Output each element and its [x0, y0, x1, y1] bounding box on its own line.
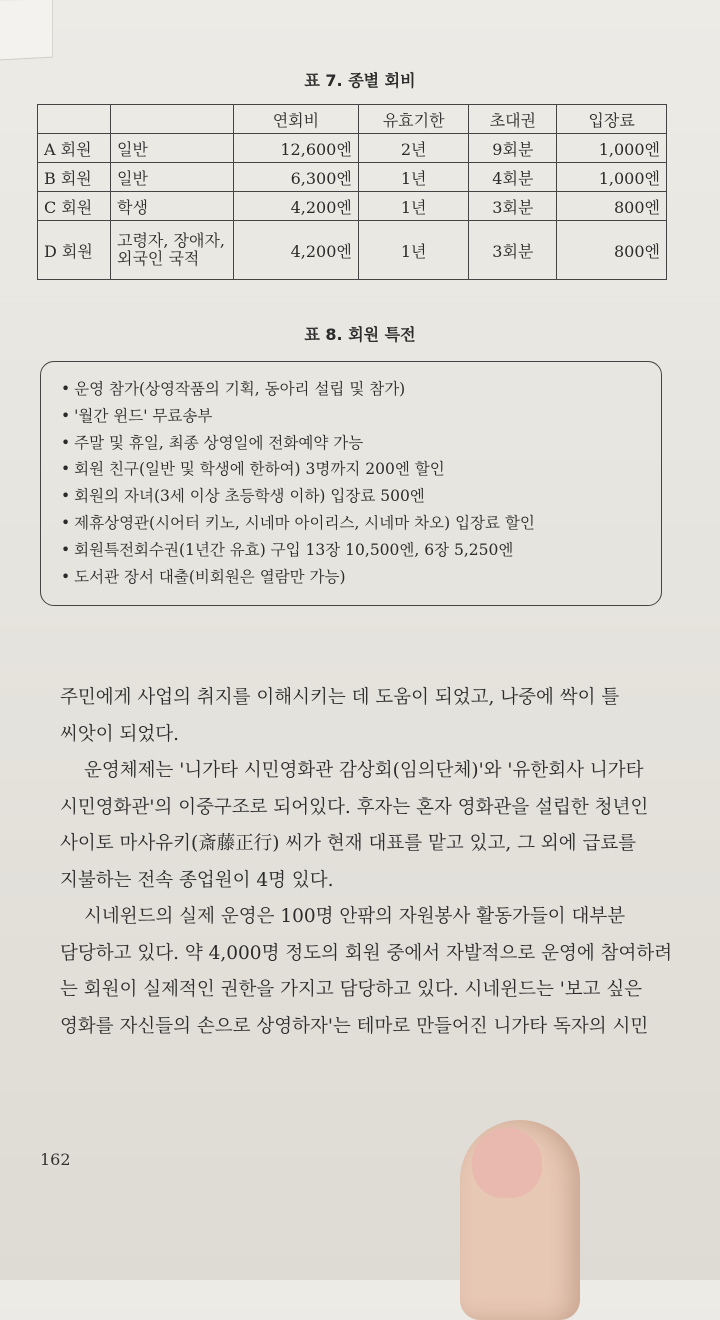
validity: 1년 — [358, 221, 469, 280]
member-type: B 회원 — [38, 163, 111, 192]
list-item: • 회원의 자녀(3세 이상 초등학생 이하) 입장료 500엔 — [61, 483, 641, 510]
validity: 1년 — [358, 163, 469, 192]
header-cell: 연회비 — [234, 105, 359, 134]
table-7-title: 표 7. 종별 회비 — [304, 71, 416, 90]
text-line: 사이토 마사유키(斎藤正行) 씨가 현재 대표를 맡고 있고, 그 외에 급료를 — [60, 833, 637, 854]
admission: 1,000엔 — [557, 163, 667, 192]
member-category: 고령자, 장애자, 외국인 국적 — [111, 221, 234, 280]
fingernail — [472, 1128, 542, 1198]
text-line: 는 회원이 실제적인 권한을 가지고 담당하고 있다. 시네윈드는 '보고 싶은 — [60, 979, 643, 1000]
list-item: • '월간 윈드' 무료송부 — [61, 403, 641, 430]
table-8-title: 표 8. 회원 특전 — [304, 325, 416, 344]
validity: 1년 — [358, 192, 469, 221]
member-category: 일반 — [111, 163, 234, 192]
text-line: 운영체제는 '니가타 시민영화관 감상회(임의단체)'와 '유한회사 니가타 — [84, 760, 644, 781]
list-item: • 운영 참가(상영작품의 기획, 동아리 설립 및 참가) — [61, 376, 641, 403]
invitations: 9회분 — [469, 134, 557, 163]
member-type: C 회원 — [38, 192, 111, 221]
annual-fee: 4,200엔 — [234, 221, 359, 280]
table-header-row — [38, 105, 667, 134]
invitations: 3회분 — [469, 221, 557, 280]
table-row — [38, 163, 667, 192]
benefits-list — [61, 376, 641, 590]
invitations: 3회분 — [469, 192, 557, 221]
list-item: • 회원특전회수권(1년간 유효) 구입 13장 10,500엔, 6장 5,250엔 — [61, 537, 641, 564]
validity: 2년 — [358, 134, 469, 163]
text-line: 시네윈드의 실제 운영은 100명 안팎의 자원봉사 활동가들이 대부분 — [84, 906, 626, 927]
header-cell — [111, 105, 234, 134]
annual-fee: 6,300엔 — [234, 163, 359, 192]
list-item: • 주말 및 휴일, 최종 상영일에 전화예약 가능 — [61, 430, 641, 457]
table-row — [38, 221, 667, 280]
list-item: • 도서관 장서 대출(비회원은 열람만 가능) — [61, 564, 641, 591]
header-cell: 유효기한 — [358, 105, 469, 134]
admission: 1,000엔 — [557, 134, 667, 163]
text-line: 씨앗이 되었다. — [60, 723, 179, 745]
table-row — [38, 134, 667, 163]
member-type: A 회원 — [38, 134, 111, 163]
header-cell: 초대권 — [469, 105, 557, 134]
header-cell: 입장료 — [557, 105, 667, 134]
page-number: 162 — [40, 1150, 71, 1169]
member-benefits-box — [40, 361, 662, 606]
invitations: 4회분 — [469, 163, 557, 192]
list-item: • 회원 친구(일반 및 학생에 한하여) 3명까지 200엔 할인 — [61, 456, 641, 483]
member-category: 일반 — [111, 134, 234, 163]
member-type: D 회원 — [38, 221, 111, 280]
member-category: 학생 — [111, 192, 234, 221]
body-text — [60, 680, 680, 1045]
admission: 800엔 — [557, 221, 667, 280]
text-line: 지불하는 전속 종업원이 4명 있다. — [60, 869, 334, 891]
text-line: 영화를 자신들의 손으로 상영하자'는 테마로 만들어진 니가타 독자의 시민 — [60, 1015, 649, 1037]
annual-fee: 4,200엔 — [234, 192, 359, 221]
membership-fee-table — [37, 104, 667, 280]
text-line: 시민영화관'의 이중구조로 되어있다. 후자는 혼자 영화관을 설립한 청년인 — [60, 796, 649, 818]
paper-corner — [0, 0, 53, 60]
header-cell — [38, 105, 111, 134]
list-item: • 제휴상영관(시어터 키노, 시네마 아이리스, 시네마 차오) 입장료 할인 — [61, 510, 641, 537]
table-row — [38, 192, 667, 221]
annual-fee: 12,600엔 — [234, 134, 359, 163]
admission: 800엔 — [557, 192, 667, 221]
text-line: 담당하고 있다. 약 4,000명 정도의 회원 중에서 자발적으로 운영에 참여하려 — [60, 942, 673, 964]
text-line: 주민에게 사업의 취지를 이해시키는 데 도움이 되었고, 나중에 싹이 틀 — [60, 687, 620, 708]
